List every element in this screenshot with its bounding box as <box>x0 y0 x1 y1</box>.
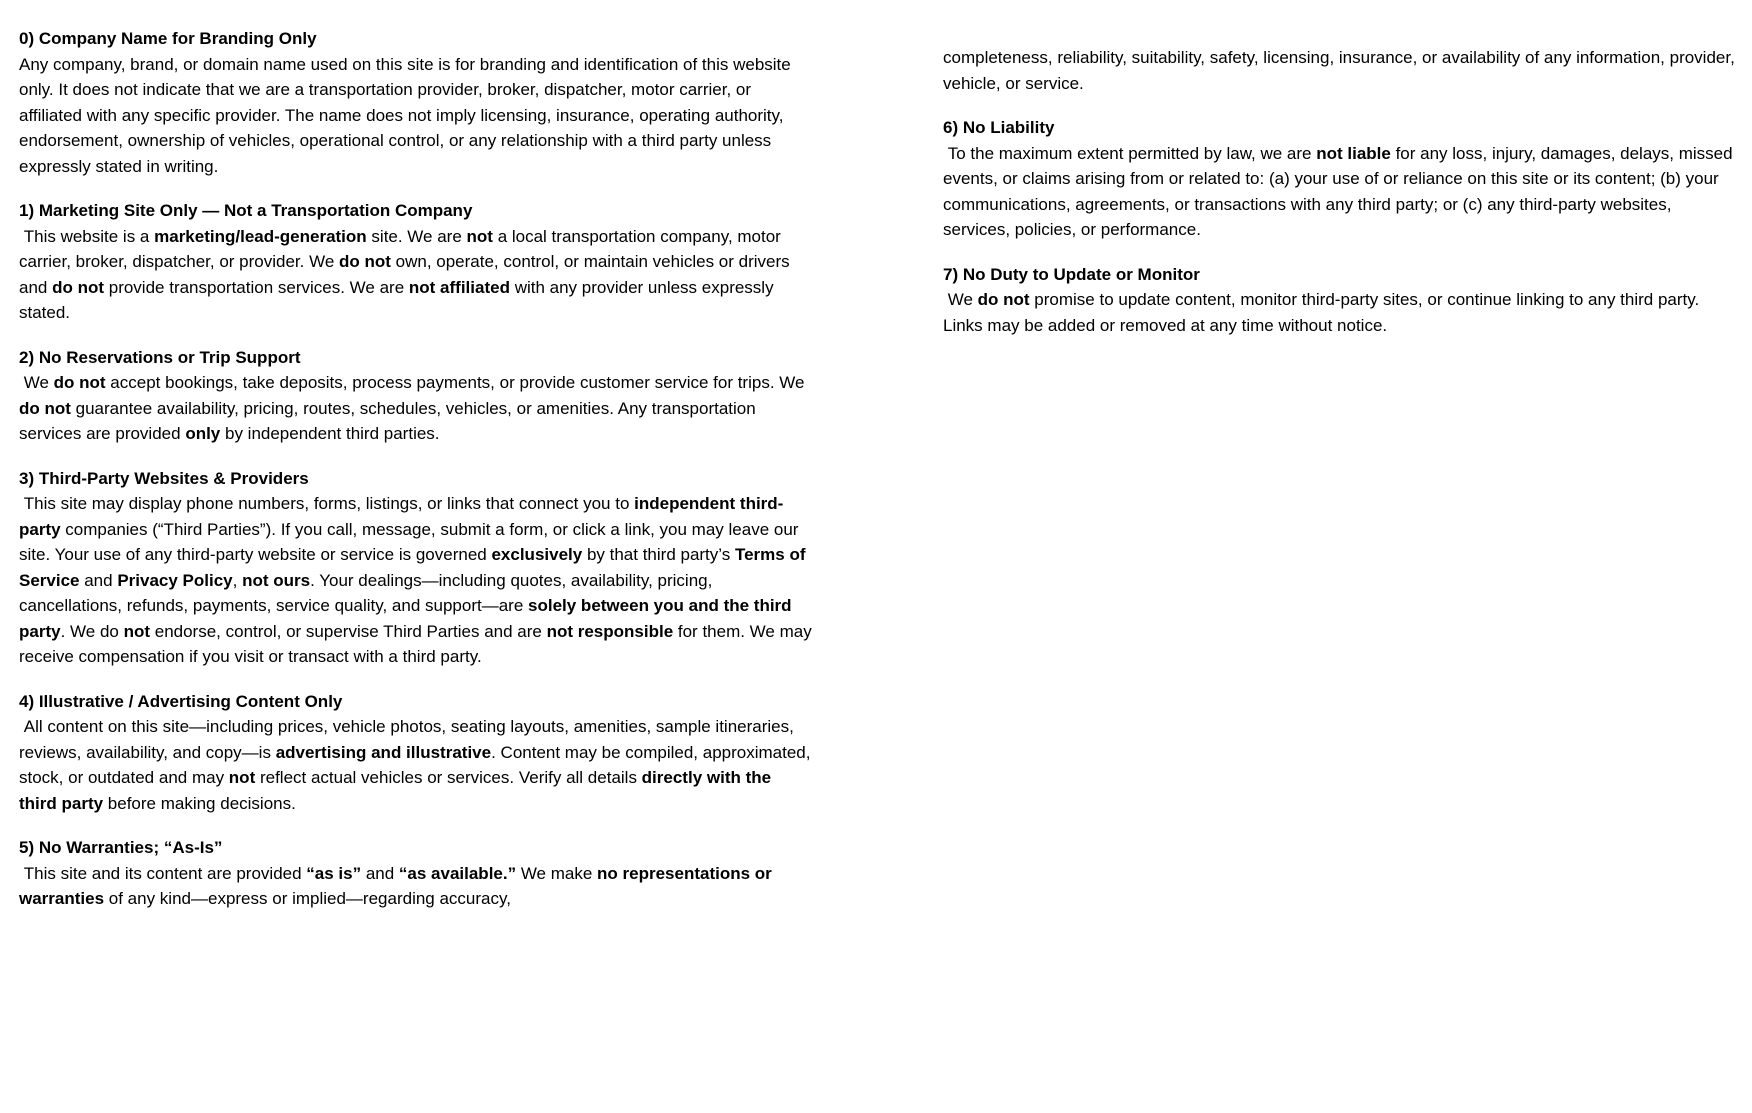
emphasized-text-run: not responsible <box>546 621 674 641</box>
text-run: provide transportation services. We are <box>104 277 409 297</box>
text-run: reflect actual vehicles or services. Verify all details <box>255 768 642 787</box>
text-column-left <box>19 26 817 912</box>
emphasized-text-run: not liable <box>1316 143 1391 163</box>
emphasized-text-run: only <box>185 424 221 443</box>
text-run: companies (“Third Parties”). If you call, message, submit a form, or click a link, you may leave our site. Your use of any third-party website or service is governed <box>19 519 804 564</box>
emphasized-text-run: independent third-party <box>19 494 784 539</box>
text-run: guarantee availability, pricing, routes, schedules, vehicles, or amenities. Any transportation services are provided <box>19 398 761 443</box>
emphasized-text-run: “as available.” <box>398 863 517 883</box>
text-run: This site may display phone numbers, forms, listings, or links that connect you to <box>19 494 635 513</box>
emphasized-text-run: Privacy Policy <box>117 570 233 590</box>
text-run: All content on this site—including prices, vehicle photos, seating layouts, amenities, sample itineraries, reviews, availability, and copy—is <box>19 717 799 762</box>
text-run: Any company, brand, or domain name used on this site is for branding and identification of this website only. It does not indicate that we are a transportation provider, broker, dispatcher, motor carrier, or affiliated with any specific provider. The name does not imply licensing, insurance, operating authority, endorsement, ownership of vehicles, operational control, or any relationship with a third party unless expressly stated in writing. <box>19 54 796 176</box>
text-run: We make <box>516 863 598 883</box>
section-heading: 1) Marketing Site Only — Not a Transportation Company <box>19 201 473 220</box>
text-run: site. We are <box>366 226 467 246</box>
emphasized-text-run: “as is” <box>306 863 362 883</box>
text-run: and <box>361 863 399 883</box>
text-run: . Content may be compiled, approximated, stock, or outdated and may <box>19 742 816 787</box>
text-run: for them. We may receive compensation if you visit or transact with a third party. <box>19 621 817 666</box>
text-run: This website is a <box>19 226 155 246</box>
emphasized-text-run: not <box>466 226 493 246</box>
emphasized-text-run: not <box>123 621 151 641</box>
disclaimer-section <box>19 345 812 447</box>
text-run: endorse, control, or supervise Third Parties and are <box>150 621 547 641</box>
text-run: for any loss, injury, damages, delays, missed events, or claims arising from or related to: (a) your use of or reliance on this site or its content; (b) your communications, agreements, or transactions with any third party; or (c) any third-party websites, services, policies, or performance. <box>943 143 1738 239</box>
disclaimer-section <box>19 26 812 179</box>
text-run: of any kind—express or implied—regarding accuracy, <box>104 889 511 908</box>
emphasized-text-run: not affiliated <box>408 277 510 297</box>
text-run: We <box>943 290 978 309</box>
text-run: . Your dealings—including quotes, availability, pricing, cancellations, refunds, payments, service quality, and support—are <box>19 570 718 615</box>
emphasized-text-run: do not <box>339 252 391 271</box>
text-run: by that third party’s <box>582 545 735 564</box>
emphasized-text-run: not <box>228 768 256 787</box>
text-column-right <box>943 26 1740 338</box>
disclaimer-section <box>19 689 816 817</box>
disclaimer-section <box>19 835 812 912</box>
emphasized-text-run: solely between you and the third party <box>19 596 797 641</box>
text-run: accept bookings, take deposits, process payments, or provide customer service for trips. We <box>105 373 810 392</box>
text-run: with any provider unless expressly stated. <box>19 277 779 322</box>
section-heading: 7) No Duty to Update or Monitor <box>943 264 1200 284</box>
emphasized-text-run: Terms of Service <box>19 545 811 590</box>
paragraph-continuation <box>943 45 1740 96</box>
section-heading: 5) No Warranties; “As-Is” <box>19 838 223 857</box>
emphasized-text-run: exclusively <box>491 545 583 564</box>
emphasized-text-run: directly with the third party <box>19 768 776 813</box>
text-run: own, operate, control, or maintain vehicles or drivers and <box>19 252 795 297</box>
section-heading: 6) No Liability <box>943 118 1055 137</box>
emphasized-text-run: advertising and illustrative <box>275 742 492 762</box>
text-run: To the maximum extent permitted by law, we are <box>943 143 1317 163</box>
text-run: and <box>79 570 118 590</box>
text-run: This site and its content are provided <box>19 863 307 883</box>
text-run: by independent third parties. <box>220 424 440 443</box>
emphasized-text-run: no representations or warranties <box>19 863 777 908</box>
section-heading: 4) Illustrative / Advertising Content Only <box>19 691 343 711</box>
text-run: a local transportation company, motor carrier, broker, dispatcher, or provider. We <box>19 226 786 271</box>
emphasized-text-run: do not <box>52 277 105 297</box>
section-heading: 0) Company Name for Branding Only <box>19 29 317 48</box>
text-run: . We do <box>60 621 124 641</box>
disclaimer-section <box>943 115 1736 243</box>
emphasized-text-run: do not <box>53 373 106 392</box>
emphasized-text-run: not ours <box>242 570 311 590</box>
disclaimer-section <box>943 262 1736 339</box>
text-run: promise to update content, monitor third-party sites, or continue linking to any third party. Links may be added or removed at any time without notice. <box>943 290 1704 335</box>
text-run: before making decisions. <box>103 793 296 813</box>
emphasized-text-run: marketing/lead-generation <box>154 226 367 246</box>
text-run: We <box>19 373 54 392</box>
emphasized-text-run: do not <box>977 290 1030 309</box>
emphasized-text-run: do not <box>19 398 71 418</box>
section-heading: 2) No Reservations or Trip Support <box>19 347 301 367</box>
section-heading: 3) Third-Party Websites & Providers <box>19 468 309 488</box>
disclaimer-section <box>19 198 812 326</box>
text-run: completeness, reliability, suitability, safety, licensing, insurance, or availability of any information, provider, vehicle, or service. <box>943 48 1740 93</box>
text-run: , <box>232 570 243 590</box>
disclaimer-section <box>19 466 817 670</box>
